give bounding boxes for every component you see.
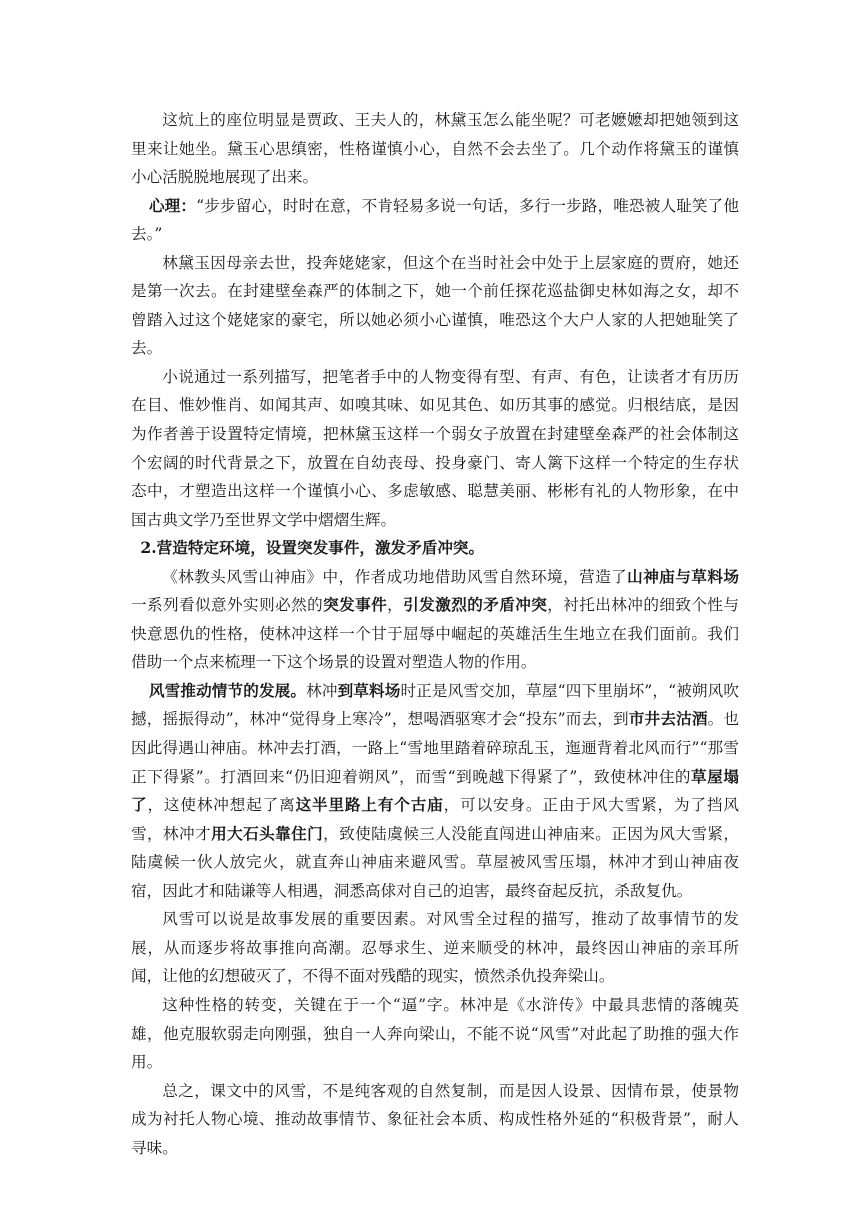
paragraph xyxy=(131,991,739,1077)
paragraph xyxy=(131,1077,739,1163)
bold-text: 风雪推动情节的发展。 xyxy=(148,680,307,700)
bold-text: 这半里路上有个古庙 xyxy=(295,795,444,815)
bold-text: 山神庙与草料场 xyxy=(627,566,739,586)
bold-text: 突发事件 xyxy=(323,595,388,615)
paragraph xyxy=(131,563,739,677)
text-run: 时正是风雪交加，草屋“四下里崩坏”，“被朔风吹撼，摇振得动”，林冲“觉得身上寒冷”，想喝酒驱寒才会“投东”而去，到 xyxy=(131,681,739,729)
text-run: “步步留心，时时在意，不肯轻易多说一句话，多行一步路，唯恐被人耻笑了他去。” xyxy=(131,196,739,244)
text-run: ，致使陆虞候三人没能直闯进山神庙来。正因为风大雪紧，陆虞候一伙人放完火，就直奔山神庙来避风雪。草屋被风雪压塌，林冲才到山神庙夜宿，因此才和陆谦等人相遇，洞悉高俅对自己的迫害，最终奋起反抗，杀敌复仇。 xyxy=(131,824,739,900)
text-run: 林冲 xyxy=(306,681,338,700)
bold-text: 引发激烈的矛盾冲突 xyxy=(403,595,548,615)
text-run: 《林教头风雪山神庙》中，作者成功地借助风雪自然环境，营造了 xyxy=(162,567,628,586)
bold-text: 到草料场 xyxy=(337,680,401,700)
text-run: 一系列看似意外实则必然的 xyxy=(131,596,324,615)
paragraph xyxy=(131,192,739,249)
text-run: 。也因此得遇山神庙。林冲去打酒，一路上“雪地里踏着碎琼乱玉，迤逦背着北风而行”“那雪正下得紧”。打酒回来“仍旧迎着朔风”，而雪“到晚越下得紧了”，致使林冲住的 xyxy=(131,710,739,786)
text-run: 这种性格的转变，关键在于一个“逼”字。林冲是《水浒传》中最具悲情的落魄英雄，他克服软弱走向刚强，独自一人奔向梁山，不能不说“风雪”对此起了助推的强大作用。 xyxy=(131,995,739,1072)
text-run: 这炕上的座位明显是贾政、王夫人的，林黛玉怎么能坐呢？可老嬷嬷却把她领到这里来让她坐。黛玉心思缜密，性格谨慎小心，自然不会去坐了。几个动作将黛玉的谨慎小心活脱脱地展现了出来。 xyxy=(131,111,739,187)
text-run: 小说通过一系列描写，把笔者手中的人物变得有型、有声、有色，让读者才有历历在目、惟妙惟肖、如闻其声、如嗅其味、如见其色、如历其事的感觉。归根结底，是因为作者善于设置特定情境，把林黛玉这样一个弱女子放置在封建壁垒森严的社会体制这个宏阔的时代背景之下，放置在自幼丧母、投身豪门、寄人篱下这样一个特定的生存状态中，才塑造出这样一个谨慎小心、多虑敏感、聪慧美丽、彬彬有礼的人物形象，在中国古典文学乃至世界文学中熠熠生辉。 xyxy=(131,367,739,529)
section-heading xyxy=(131,534,739,563)
paragraph xyxy=(131,905,739,991)
paragraph xyxy=(131,677,739,905)
bold-text: 市井去沽酒 xyxy=(628,709,708,729)
text-run: ， xyxy=(387,596,404,615)
text-run: 总之，课文中的风雪，不是纯客观的自然复制，而是因人设景、因情布景，使景物成为衬托人物心境、推动故事情节、象征社会本质、构成性格外延的“积极背景”，耐人寻味。 xyxy=(131,1081,739,1157)
bold-text: 2.营造特定环境，设置突发事件，激发矛盾冲突。 xyxy=(140,538,485,558)
paragraph xyxy=(131,363,739,534)
paragraph xyxy=(131,249,739,363)
text-run: 风雪可以说是故事发展的重要因素。对风雪全过程的描写，推动了故事情节的发展，从而逐步将故事推向高潮。忍辱求生、逆来顺受的林冲，最终因山神庙的亲耳所闻，让他的幻想破灭了，不得不面对残酷的现实，愤然杀仇投奔梁山。 xyxy=(131,910,739,986)
paragraph xyxy=(131,106,739,192)
text-run: 林黛玉因母亲去世，投奔姥姥家，但这个在当时社会中处于上层家庭的贾府，她还是第一次去。在封建壁垒森严的体制之下，她一个前任探花巡盐御史林如海之女，却不曾踏入过这个姥姥家的豪宅，所以她必须小心谨慎，唯恐这个大户人家的人把她耻笑了去。 xyxy=(131,253,739,358)
bold-text: 心理： xyxy=(148,195,197,215)
document-body xyxy=(131,106,739,1162)
text-run: ，衬托出林冲的细致个性与快意恩仇的性格，使林冲这样一个甘于屈辱中崛起的英雄活生生地立在我们面前。我们借助一个点来梳理一下这个场景的设置对塑造人物的作用。 xyxy=(131,596,739,672)
text-run: ，可以安身。正由于风大雪紧，为了挡风雪，林冲才 xyxy=(131,796,739,843)
text-run: ，这使林冲想起了离 xyxy=(147,796,296,815)
bold-text: 草屋塌了 xyxy=(131,766,739,815)
bold-text: 用大石头靠住门 xyxy=(211,823,324,843)
